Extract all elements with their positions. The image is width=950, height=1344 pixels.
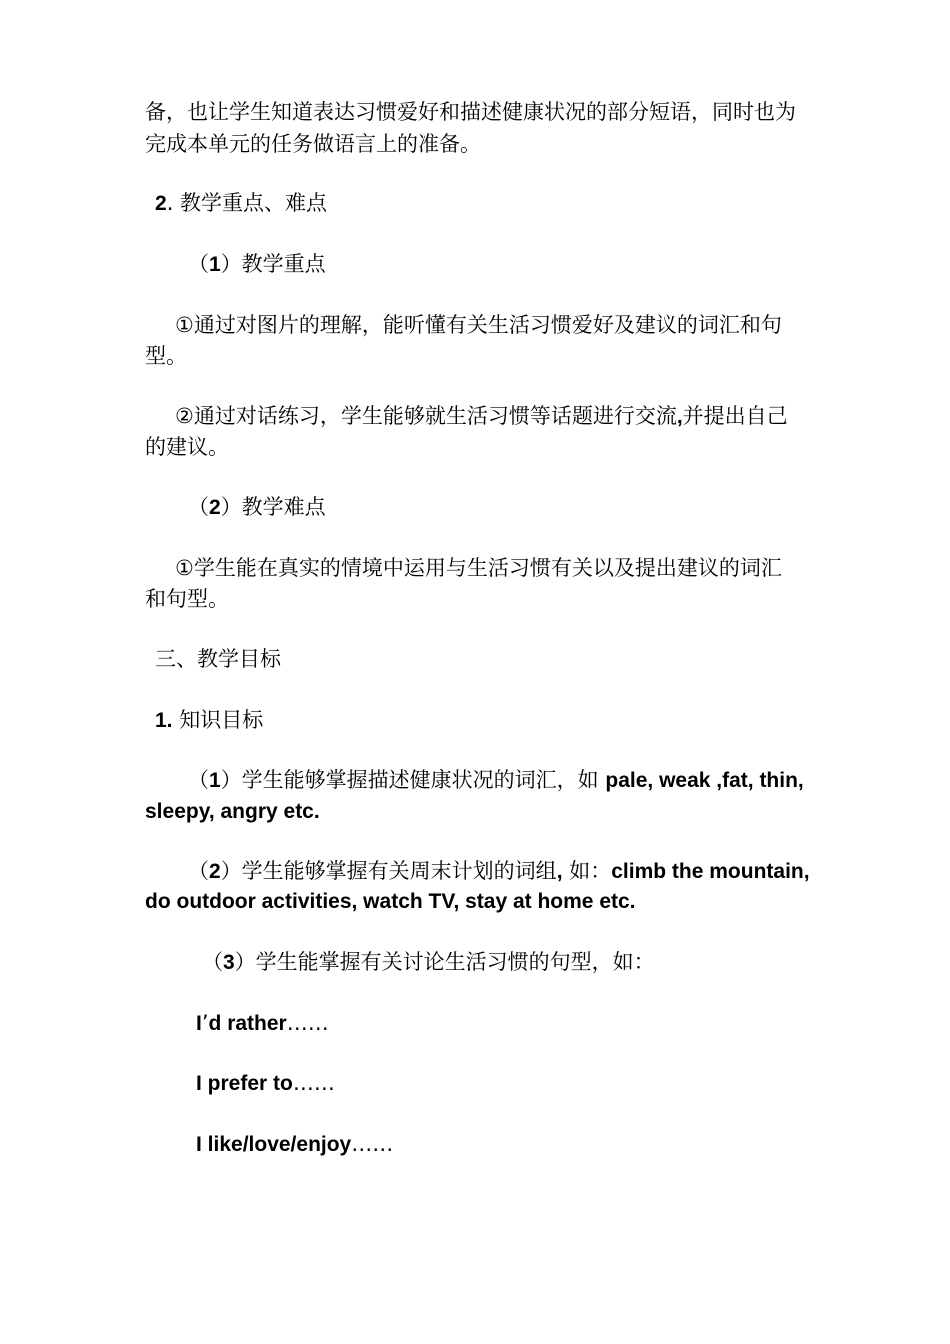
paren: （: [188, 252, 209, 276]
paren: （: [188, 768, 209, 792]
ellipsis: ……: [292, 1071, 335, 1095]
heading-number: 2: [155, 192, 167, 215]
heading-text: 知识目标: [172, 708, 264, 732]
english-text: sleepy, angry etc.: [145, 800, 320, 823]
text: ,: [676, 405, 683, 428]
knowledge-item-line: [188, 765, 804, 796]
heading-text: . 教学重点、难点: [166, 191, 328, 215]
list-item-line: [175, 553, 782, 583]
subsection-heading: [188, 249, 326, 280]
paragraph-line: [145, 129, 481, 159]
knowledge-item-line: [145, 797, 320, 827]
ellipsis: ……: [286, 1011, 329, 1035]
heading-number: 1.: [155, 709, 173, 732]
english-text: I prefer to: [196, 1072, 293, 1095]
section-heading: [155, 705, 263, 736]
text: ②通过对话练习，学生能够就生活习惯等话题进行交流: [175, 404, 677, 428]
item-number: 3: [223, 951, 235, 974]
heading-number: 1: [209, 253, 221, 276]
text: 和句型。: [145, 587, 229, 611]
text: ,: [556, 860, 563, 883]
text: ）学生能掌握有关讨论生活习惯的句型，如：: [234, 950, 655, 974]
heading-text: ）教学难点: [220, 495, 326, 519]
text: 备，也让学生知道表达习惯爱好和描述健康状况的部分短语，同时也为: [145, 100, 796, 124]
subsection-heading: [188, 492, 326, 523]
text: ）学生能够掌握有关周末计划的词组: [220, 859, 557, 883]
knowledge-item-line: [188, 856, 810, 887]
list-item-line: [145, 584, 229, 614]
text: 型。: [145, 344, 187, 368]
heading-number: 2: [209, 496, 221, 519]
english-text: d rather: [208, 1012, 287, 1035]
section-heading: [155, 644, 281, 674]
text: ①通过对图片的理解，能听懂有关生活习惯爱好及建议的词汇和句: [175, 313, 782, 337]
english-text: I: [196, 1012, 202, 1035]
text: ）学生能够掌握描述健康状况的词汇，如: [220, 768, 606, 792]
heading-text: 三、教学目标: [155, 647, 281, 671]
apostrophe: ’: [201, 1011, 209, 1035]
heading-text: ）教学重点: [220, 252, 326, 276]
list-item-line: [175, 401, 788, 432]
list-item-line: [145, 341, 187, 371]
paren: （: [202, 950, 223, 974]
knowledge-item-line: [202, 947, 655, 978]
text: 并提出自己: [682, 404, 788, 428]
english-text: do outdoor activities, watch TV, stay at home etc.: [145, 890, 636, 913]
text: 的建议。: [145, 435, 229, 459]
english-text: climb the mountain,: [611, 860, 810, 883]
text: 如：: [562, 859, 612, 883]
sentence-pattern: [196, 1068, 335, 1099]
item-number: 1: [209, 769, 221, 792]
list-item-line: [175, 310, 782, 340]
text: 完成本单元的任务做语言上的准备。: [145, 132, 481, 156]
item-number: 2: [209, 860, 221, 883]
english-text: I like/love/enjoy: [196, 1133, 352, 1156]
sentence-pattern: [196, 1129, 393, 1160]
sentence-pattern: [196, 1008, 329, 1039]
paren: （: [188, 859, 209, 883]
ellipsis: ……: [351, 1132, 394, 1156]
knowledge-item-line: [145, 887, 636, 917]
section-heading: [155, 188, 327, 219]
paragraph-line: [145, 97, 796, 127]
text: ①学生能在真实的情境中运用与生活习惯有关以及提出建议的词汇: [175, 556, 782, 580]
list-item-line: [145, 432, 229, 462]
paren: （: [188, 495, 209, 519]
english-text: pale, weak ,fat, thin,: [605, 769, 804, 792]
